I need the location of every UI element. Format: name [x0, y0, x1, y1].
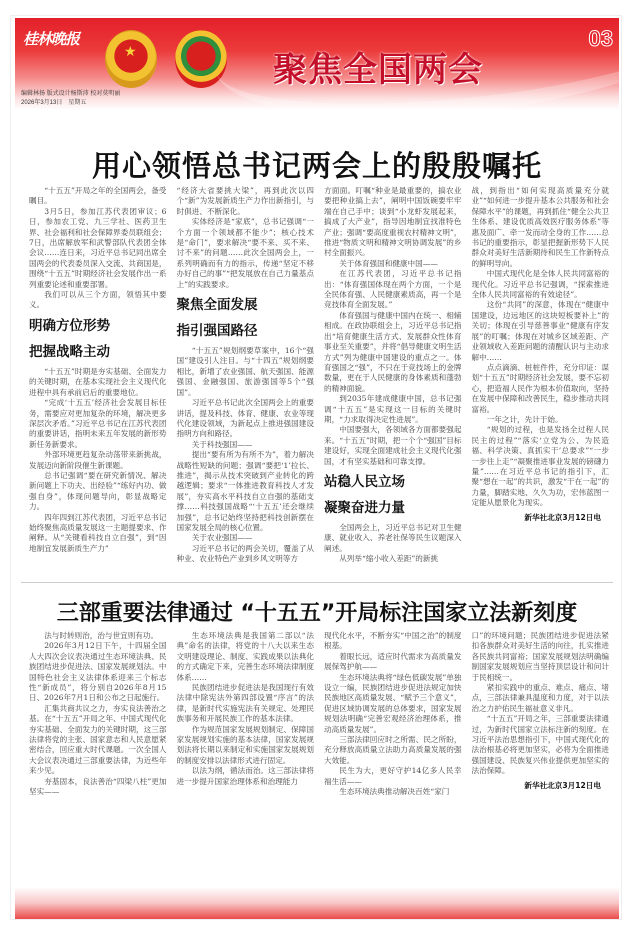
- article2-body: [29, 631, 609, 889]
- section-title: 聚焦全国两会: [273, 50, 483, 90]
- paragraph: 关于科技强国——: [191, 439, 253, 449]
- subheading: 聚焦全面发展: [176, 297, 258, 314]
- paragraph: 提出“要有所为有所不为”，着力解决战略性短缺的问题；强调“要把‘1’拉长、推进”，揭示从技术突破到产业转化的跨越逻辑；要求“一体推进教育科技人才发展”，夯实高水平科技自立自强的基础支撑……科技强国战略“‘十五五’还会继续加强”，总书记始终坚持把科技创新摆在国家发展全局的核心位置。: [176, 450, 314, 532]
- paragraph: 汇集共商共议之力，夯实良法善治之基。在“十五五”开局之年、中国式现代化夯实基础、全面发力的关键时期，这三部法律将党的主张、国家意志和人民意愿紧密结合，回应重大时代课题。一次全国人大会议表决通过三部重要法律，为近些年来少见。: [29, 703, 167, 776]
- paragraph: 生态环境法典推动解决百姓“家门: [339, 787, 450, 797]
- article1-body: [29, 186, 609, 576]
- paragraph: 民族团结进步促进法是我国现行有效法律中除宪法外第四部设置“序言”的法律，是新时代实施宪法有关规定、处理民族事务和开展民族工作的基本法律。: [176, 683, 314, 724]
- paragraph: 体育强国与健康中国内在统一、相辅相成。在政协联组会上，习近平总书记指出“培育健康生活方式、发展群众性体育事业至关重要”，并将“倡导健康文明生活方式”列为健康中国建设的重点之一。体育强国之“强”，不只在于竞技场上的金牌数量，更在于人民健康的身体素质和蓬勃的精神面貌。: [324, 310, 462, 393]
- paragraph: 从列举“缩小收入差距”的新挑: [339, 554, 439, 564]
- paragraph: 总书记强调“要在研究新情况、解决新问题上下功夫、出经验”“练好内功、做强自身”，体现问题导向，彰显战略定力。: [29, 470, 167, 512]
- issue-date: 2026年3月13日 星期五: [21, 100, 87, 106]
- paragraph: 着眼长远，适应时代需求为高质量发展保驾护航——: [324, 651, 462, 672]
- paragraph: 三部法律回应时之所需、民之所盼，充分释放高质量立法助力高质量发展的强大效能。: [324, 735, 462, 765]
- paragraph: “完成‘十五五’经济社会发展目标任务，需要应对更加复杂的环境，解决更多深层次矛盾。”习近平总书记在江苏代表团的重要讲话，指明未来五年发展的新形势新任务新要求。: [29, 398, 167, 449]
- page-number: 03: [588, 26, 613, 51]
- paragraph: “十五五”开局之年的全国两会，备受瞩目。: [29, 186, 167, 206]
- paragraph: “十五五”开局之年，三部重要法律通过，为新时代国家立法标注新的刻度。在习近平法治思想指引下，中国式现代化的法治根基必将更加坚实，必将为全面推进强国建设、民族复兴伟业提供更加坚实的法治保障。: [471, 714, 609, 776]
- paragraph: “十五五”规划纲要草案中，16个“强国”建设引人注目。与“十四五”规划纲要相比，新增了农业强国、航天强国、能源强国、金融强国、旅游强国等5个“强国”。: [176, 346, 314, 397]
- paragraph: 这份“共同”的深意，体现在“健康中国建设，边远地区的这块短板要补上”的关切；体现在引导慈善事业“健康有序发展”的叮嘱；体现在对城乡区域差距、产业领域收入差距问题的清醒认识与主动求解中……: [471, 300, 609, 362]
- editor-credits: 编辑林扬 版式设计杨斯沛 校对莫明丽: [21, 91, 121, 97]
- paragraph: 我们可以从三个方面，领悟其中要义。: [29, 290, 167, 310]
- paragraph: “规划的过程，也是发扬全过程人民民主的过程”“落实‘立党为公、为民造福、科学决策、真抓实干’总要求”“一步一步往上走”“凝聚推进事业发展的磅礴力量”……在习近平总书记的指引下，汇聚“想在一起”的共识，激发“干在一起”的力量，脚踏实地、久久为功，宏伟蓝图一定能从愿景化为现实。: [471, 425, 609, 508]
- dateline: 新华社北京3月12日电: [524, 512, 601, 522]
- paragraph: 习近平总书记此次全国两会上的重要讲话，提及科技、体育、健康、农业等现代化建设领域，为新起点上推进强国建设指明方向和路径。: [176, 398, 314, 439]
- paragraph: 关于体育强国和健康中国——: [339, 258, 438, 268]
- paragraph: 战，到指出“如何实现高质量充分就业”“如何进一步提升基本公共服务和社会保障水平”的课题，再到抓住“健全公共卫生体系、建设优质高效医疗服务体系”等惠及面广、牵一发而动全身的工作……总书记的重要指示，彰显把握新形势下人民群众对美好生活新期待和民生工作新特点的鲜明导向。: [471, 186, 609, 268]
- paragraph: 点点滴滴、桩桩件件，充分印证：谋划“十五五”时期经济社会发展，要不忘初心，把造福人民作为根本价值取向，坚持在发展中保障和改善民生，稳步推动共同富裕。: [471, 362, 609, 414]
- credits: [21, 90, 120, 108]
- subheading: 把握战略主动: [29, 343, 110, 360]
- paragraph: 生态环境法典将“绿色低碳发展”单独设立一编，民族团结进步促进法规定加快民族地区高质量发展、“赋予三个意义”，促进区域协调发展的总体要求，国家发展规划法明确“完善宏观经济治理体系，推动高质量发展”。: [324, 672, 462, 734]
- paragraph: 夯基固本，良法善治“四梁八柱”更加坚实——: [29, 776, 167, 797]
- paragraph: 外部环境更趋复杂动荡带来新挑战，发展迈向新阶段催生新课题。: [29, 450, 167, 470]
- paragraph: 2026年3月12日下午，十四届全国人大四次会议表决通过生态环境法典、民族团结进步促进法、国家发展规划法。中国特色社会主义法律体系迎来三个标志性“新成员”，将分别自2026年8月15日、2026年7月1日和公布之日起施行。: [29, 641, 167, 703]
- footer-decoration: [15, 887, 619, 919]
- paragraph: “经济大省要挑大梁”，再到此次以四个“新”为发展新质生产力作出新指引，与时俱进、不断深化。: [176, 186, 314, 216]
- paragraph: 全国两会上，习近平总书记对卫生健康、就业收入、养老社保等民生议题深入阐述。: [324, 522, 462, 553]
- paragraph: 实体经济是“家底”，总书记强调“一个方面一个领域都不能少”；核心技术是“命门”，要求解决“要不来、买不来、讨不来”的问题……此次全国两会上，一系列明确而有力的指示，传递“坚定不移办好自己的事”“把发展放在自己力量基点上”的实践要求。: [176, 217, 314, 289]
- paragraph: 生态环境法典是我国第二部以“法典”命名的法律，将党的十八大以来生态文明建设理论、制度、实践成果以法典化的方式确定下来，完善生态环境法律制度体系……: [176, 631, 314, 682]
- paragraph: 四年四到江苏代表团，习近平总书记始终聚焦高质量发展这一主题提要求、作阐释。从“关键看科技自立自强”，到“因地制宜发展新质生产力”: [29, 512, 167, 553]
- article-divider: [21, 582, 613, 583]
- dateline: 新华社北京3月12日电: [524, 780, 601, 790]
- text-column: [324, 186, 462, 576]
- paragraph: 以法为纲，循法而治。这三部法律将进一步提升国家治理体系和治理能力: [176, 766, 314, 786]
- subheading: 指引强国路径: [176, 323, 258, 340]
- paragraph: 3月5日，参加江苏代表团审议；6日，参加农工党、九三学社、医药卫生界、社会福利和社会保障界委员联组会；7日，出席解放军和武警部队代表团全体会议……连日来，习近平总书记同出席全国两会的代表委员深入交流、共商国是，围绕“十五五”时期经济社会发展作出一系列重要论述和重要部署。: [29, 206, 167, 289]
- masthead-banner: [15, 18, 619, 110]
- cppcc-emblem-icon: [175, 30, 227, 88]
- paragraph: 在江苏代表团，习近平总书记指出：“体育强国体现在两个方面，一个是全民体育强、人民健康素质高，再一个是竞技体育全面发展。”: [324, 269, 462, 310]
- paragraph: 到2035年建成健康中国，总书记强调“十五五”是实现这一目标的关键时期，“力求取得决定性进展”。: [324, 394, 462, 424]
- text-column: [324, 631, 462, 889]
- newspaper-logo: 桂林晚报: [23, 30, 80, 48]
- paragraph: 方面面。叮嘱“种业是最重要的，搞农业要把种业搞上去”，阐明中国饭碗要牢牢端在自己手中；谈到“小龙虾发展起来，搞成了大产业”，指导因地制宜找准特色产业；强调“要高度重视农村精神文明”，推进“物质文明和精神文明协调发展”的乡村全面振兴。: [324, 186, 462, 258]
- paragraph: 口”的环境问题；民族团结进步促进法紧扣各族群众对美好生活的向往，扎实推进各民族共同富裕；国家发展规划法明确编制国家发展规划应当坚持顶层设计和问计于民相统一。: [471, 631, 609, 682]
- text-column: [177, 186, 315, 576]
- paragraph: 关于农业强国——: [191, 533, 253, 543]
- paragraph: 习近平总书记的两会关切，覆盖了从种业、农业特色产业到乡风文明等方: [176, 543, 314, 564]
- national-emblem-icon: ★: [105, 30, 157, 88]
- paragraph: 现代化水平，不断夯实“中国之治”的制度根基。: [324, 631, 462, 651]
- paragraph: 民生为大，更好守护14亿多人民幸福生活——: [324, 766, 462, 786]
- paragraph: 中国要强大，各领域各方面都要强起来。“十五五”时期，把一个个“强国”目标建设好，实现全面建成社会主义现代化强国，才有坚实基础和可靠支撑。: [324, 425, 462, 466]
- paragraph: 一年之计，先计于始。: [486, 414, 563, 424]
- text-column: [177, 631, 315, 889]
- paragraph: 紧扣实践中的重点、难点、痛点、堵点，三部法律兼具温度和力度，对于以法治之力护佑民生福祉意义非凡。: [471, 683, 609, 713]
- article1-headline: 用心领悟总书记两会上的殷殷嘱托: [91, 149, 542, 183]
- newspaper-page: [10, 15, 622, 920]
- text-column: [29, 186, 167, 576]
- subheading: 明确方位形势: [29, 317, 110, 334]
- paragraph: “十五五”时期是夯实基础、全面发力的关键时期，在基本实现社会主义现代化进程中具有承前启后的重要地位。: [29, 366, 167, 397]
- subheading: 凝聚奋进力量: [324, 499, 405, 516]
- text-column: [472, 631, 610, 889]
- paragraph: 作为规范国家发展规划制定、保障国家发展规划实施的基本法律，国家发展规划法将长期以来制定和实施国家发展规划的制度安排以法律形式进行固定。: [176, 724, 314, 765]
- subheading: 站稳人民立场: [324, 473, 405, 490]
- paragraph: 中国式现代化是全体人民共同富裕的现代化。习近平总书记强调，“探索推进全体人民共同富裕的有效途径”。: [471, 269, 609, 300]
- article2-headline: 三部重要法律通过 “十五五”开局标注国家立法新刻度: [56, 601, 578, 626]
- paragraph: 法与时转则治，治与世宜则有功。: [44, 631, 159, 640]
- text-column: [472, 186, 610, 576]
- text-column: [29, 631, 167, 889]
